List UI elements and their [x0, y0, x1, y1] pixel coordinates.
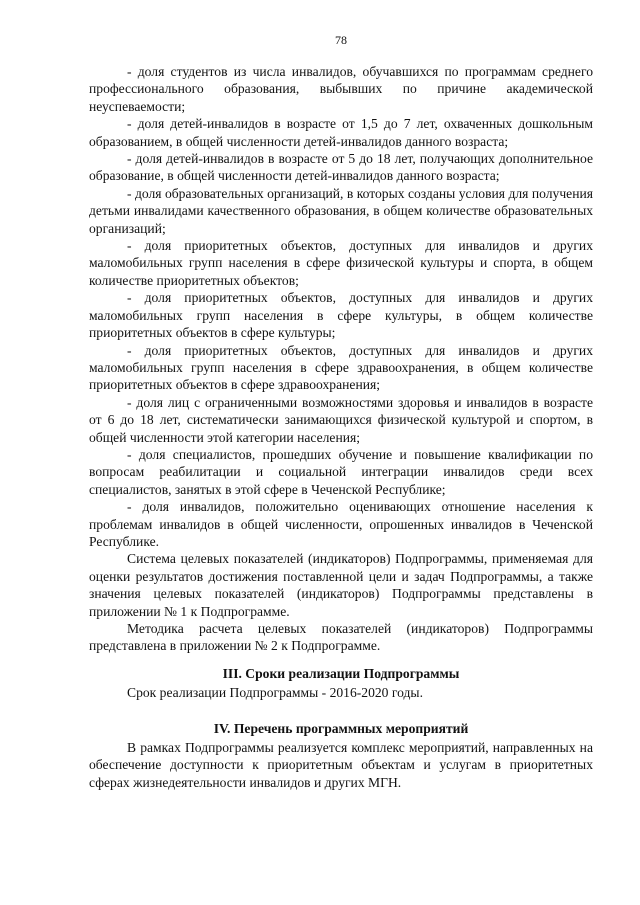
- indicator-paragraph: - доля приоритетных объектов, доступных для инвалидов и других маломобильных групп населения в сфере физической культуры и спорта, в общем количестве приоритетных объектов;: [89, 238, 593, 288]
- indicator-paragraph: - доля лиц с ограниченными возможностями здоровья и инвалидов в возрасте от 6 до 18 лет, систематически занимающихся физической культурой и спортом, в общей численности этой категории населения;: [89, 394, 593, 445]
- indicator-paragraph: - доля образовательных организаций, в которых созданы условия для получения детьми инвалидами качественного образования, в общем количестве образовательных организаций;: [89, 185, 593, 236]
- document-body: [89, 63, 593, 791]
- indicator-paragraph: - доля приоритетных объектов, доступных для инвалидов и других маломобильных групп населения в сфере здравоохранения, в общем количестве приоритетных объектов в сфере здравоохранения;: [89, 342, 593, 393]
- section-4-text: В рамках Подпрограммы реализуется комплекс мероприятий, направленных на обеспечение доступности к приоритетным объектам и услугам в приоритетных сферах жизнедеятельности инвалидов и других МГН.: [89, 740, 593, 790]
- indicator-paragraph: - доля студентов из числа инвалидов, обучавшихся по программам среднего профессионального образования, выбывших по причине академической неуспеваемости;: [89, 64, 593, 114]
- page-number: 78: [335, 33, 347, 47]
- section-4-heading: IV. Перечень программных мероприятий: [213, 720, 469, 736]
- indicator-paragraph: - доля инвалидов, положительно оценивающих отношение населения к проблемам инвалидов в общей численности, опрошенных инвалидов в Чеченской Республике.: [89, 499, 593, 549]
- section-3-heading: III. Сроки реализации Подпрограммы: [222, 665, 460, 681]
- indicators-system-paragraph: Система целевых показателей (индикаторов) Подпрограммы, применяемая для оценки результатов достижения поставленной цели и задач Подпрограммы, а также значения целевых показателей (индикаторов) Подпрограммы представлены в приложении № 1 к Подпрограмме.: [89, 551, 593, 619]
- section-3-text: Срок реализации Подпрограммы - 2016-2020 годы.: [127, 685, 423, 701]
- indicator-paragraph: - доля специалистов, прошедших обучение и повышение квалификации по вопросам реабилитации и социальной интеграции инвалидов среди всех специалистов, занятых в этой сфере в Чеченской Республике;: [89, 446, 593, 497]
- indicator-paragraph: - доля детей-инвалидов в возрасте от 1,5 до 7 лет, охваченных дошкольным образованием, в общей численности детей-инвалидов данного возраста;: [89, 116, 593, 149]
- methodology-paragraph: Методика расчета целевых показателей (индикаторов) Подпрограммы представлена в приложении № 2 к Подпрограмме.: [89, 621, 593, 654]
- indicator-paragraph: - доля детей-инвалидов в возрасте от 5 до 18 лет, получающих дополнительное образование, в общей численности детей-инвалидов данного возраста;: [89, 151, 593, 184]
- indicator-paragraph: - доля приоритетных объектов, доступных для инвалидов и других маломобильных групп населения в сфере культуры, в общем количестве приоритетных объектов в сфере культуры;: [89, 290, 593, 341]
